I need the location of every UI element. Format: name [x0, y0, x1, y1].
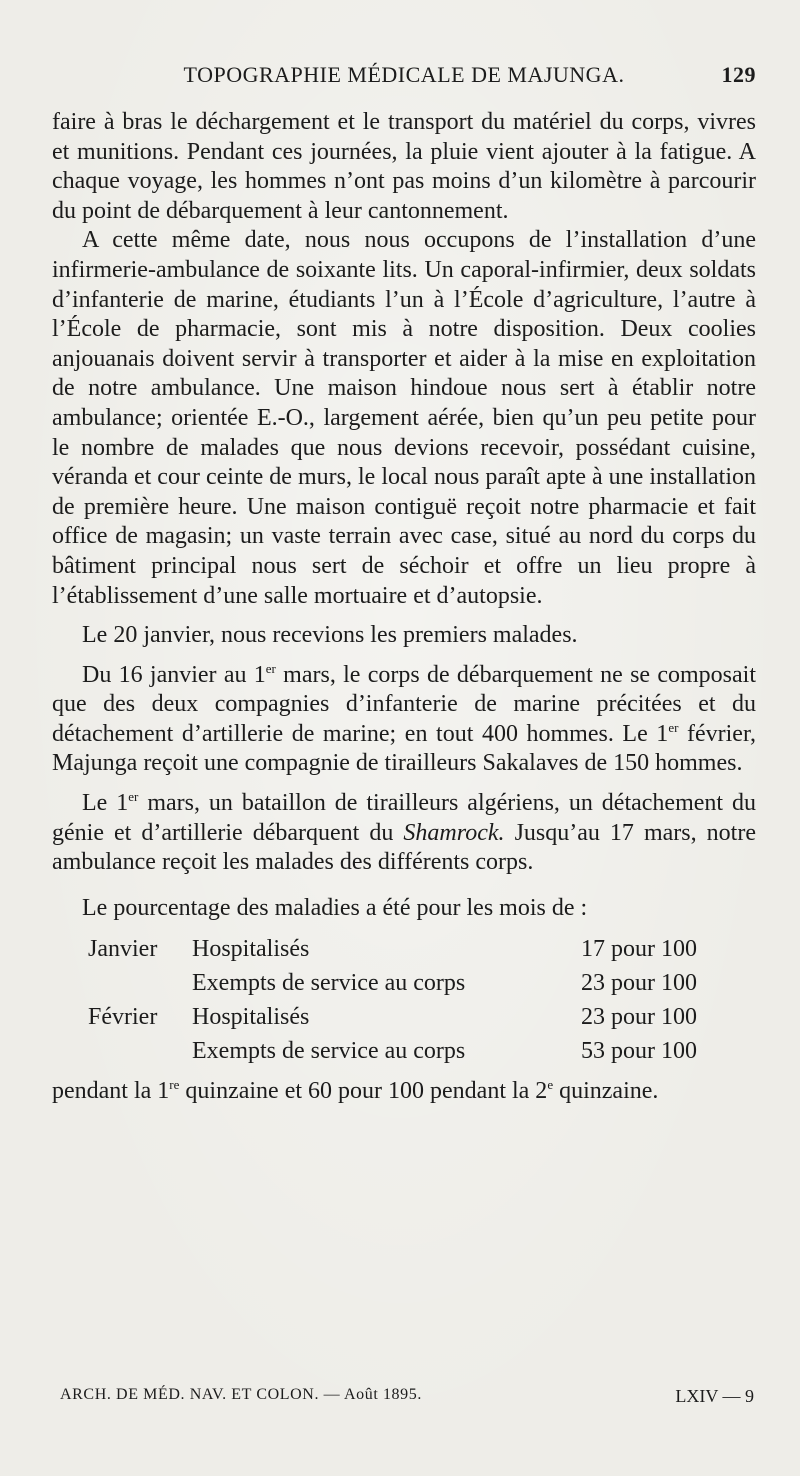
superscript: er [128, 789, 139, 805]
paragraph: faire à bras le déchargement et le transport du matériel du corps, vivres et munitions. Pendant ces journées, la pluie vient ajouter à la fatigue. A chaque voyage, les hommes n’ont pas moins d’un kilomètre à parcourir du point de débarquement à leur cantonnement. [52, 109, 756, 224]
journal-reference: ARCH. DE MÉD. NAV. ET COLON. — Août 1895. [60, 1386, 422, 1403]
paragraph: Le 20 janvier, nous recevions les premiers malades. [82, 622, 578, 649]
text-run: Le 1 [82, 790, 129, 817]
text-run: Du 16 janvier au 1 [82, 661, 266, 688]
running-header [52, 62, 756, 92]
body-text [52, 108, 756, 1107]
paragraph: A cette même date, nous nous occupons de l’installation d’une infirmerie-ambulance de soixante lits. Un caporal-infirmier, deux soldats d’infanterie de marine, étudiants l’un à l’École d’agriculture, l’autre à l’École de pharmacie, sont mis à notre disposition. Deux coolies anjouanais doivent servir à transporter et aider à la mise en exploitation de notre ambulance. Une maison hindoue nous sert à établir notre ambulance; orientée E.-O., largement aérée, bien qu’un peu petite pour le nombre de malades que nous devions recevoir, possédant cuisine, véranda et cour ceinte de murs, le local nous paraît apte à une installation de première heure. Une maison contiguë reçoit notre pharmacie et fait office de magasin; un vaste terrain avec case, situé au nord du corps du bâtiment principal nous sert de séchoir et offre un lieu propre à l’établissement d’une salle mortuaire et d’autopsie. [52, 227, 756, 609]
table-row [52, 1037, 756, 1071]
category-cell: Hospitalisés [192, 1004, 310, 1031]
text-run: février, Majunga reçoit une compagnie de tirailleurs Sakalaves de 150 hommes. [52, 720, 756, 777]
superscript: re [169, 1077, 180, 1093]
paragraph [52, 661, 756, 779]
percentage-table [52, 935, 756, 1071]
category-cell: Exempts de service au corps [192, 1038, 466, 1065]
superscript: e [547, 1077, 554, 1093]
running-title: TOPOGRAPHIE MÉDICALE DE MAJUNGA. [183, 62, 625, 87]
category-cell: Hospitalisés [192, 936, 310, 963]
value-cell: 23 pour 100 [581, 970, 697, 997]
signature-mark: LXIV — 9 [675, 1386, 754, 1406]
text-run: pendant la 1 [52, 1078, 170, 1105]
text-run: mars, le corps de débarquement ne se composait que des deux compagnies d’infanterie de marine précitées et du détachement d’artillerie de marine; en tout 400 hommes. Le 1 [52, 661, 756, 747]
text-run: quinzaine. [553, 1078, 659, 1105]
table-row [52, 935, 756, 969]
paragraph: Le pourcentage des maladies a été pour les mois de : [82, 894, 588, 921]
table-row [52, 1003, 756, 1037]
paragraph [52, 1077, 756, 1107]
text-run: Jusqu’au 17 mars, notre ambulance reçoit les malades des différents corps. [52, 819, 756, 876]
superscript: er [668, 719, 679, 735]
text-run: quinzaine et 60 pour 100 pendant la 2 [179, 1078, 548, 1105]
month-cell: Janvier [88, 936, 158, 963]
page-number: 129 [721, 62, 756, 87]
superscript: er [265, 660, 276, 676]
value-cell: 17 pour 100 [581, 936, 697, 963]
category-cell: Exempts de service au corps [192, 970, 466, 997]
ship-name: Shamrock. [403, 819, 505, 846]
table-row [52, 969, 756, 1003]
month-cell: Février [88, 1004, 158, 1031]
text-run: mars, un bataillon de tirailleurs algériens, un détachement du génie et d’artillerie débarquent du [52, 790, 757, 846]
value-cell: 23 pour 100 [581, 1004, 697, 1031]
page-footer [60, 1386, 754, 1410]
paragraph [52, 789, 756, 878]
value-cell: 53 pour 100 [581, 1038, 697, 1065]
